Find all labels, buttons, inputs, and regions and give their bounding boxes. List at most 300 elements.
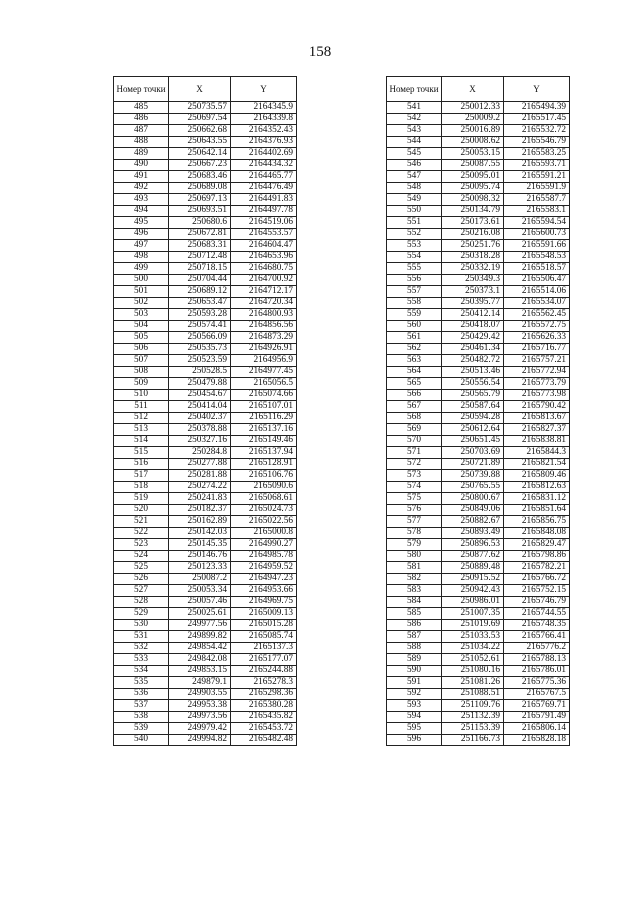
cell-y: 2165844.3 — [504, 447, 570, 459]
cell-x: 249953.38 — [169, 700, 231, 712]
table-row — [114, 378, 297, 390]
table-row — [114, 734, 297, 746]
cell-x: 251081.26 — [442, 677, 504, 689]
cell-y: 2165856.75 — [504, 516, 570, 528]
cell-x: 250877.62 — [442, 550, 504, 562]
cell-point-number: 562 — [387, 343, 442, 355]
table-row — [387, 251, 570, 263]
cell-x: 250053.15 — [442, 148, 504, 160]
cell-x: 250349.3 — [442, 274, 504, 286]
cell-y: 2164680.75 — [231, 263, 297, 275]
cell-point-number: 519 — [114, 493, 169, 505]
cell-x: 250721.89 — [442, 458, 504, 470]
cell-y: 2165838.81 — [504, 435, 570, 447]
cell-point-number: 544 — [387, 136, 442, 148]
cell-x: 250134.79 — [442, 205, 504, 217]
cell-point-number: 498 — [114, 251, 169, 263]
table-row — [114, 182, 297, 194]
cell-y: 2165085.74 — [231, 631, 297, 643]
cell-point-number: 542 — [387, 113, 442, 125]
cell-point-number: 582 — [387, 573, 442, 585]
cell-x: 250008.62 — [442, 136, 504, 148]
cell-x: 250642.14 — [169, 148, 231, 160]
cell-x: 250523.59 — [169, 355, 231, 367]
table-row — [114, 309, 297, 321]
cell-x: 250087.2 — [169, 573, 231, 585]
table-row — [387, 343, 570, 355]
table-row — [387, 366, 570, 378]
cell-x: 249979.42 — [169, 723, 231, 735]
cell-x: 250574.41 — [169, 320, 231, 332]
cell-point-number: 567 — [387, 401, 442, 413]
cell-x: 250915.52 — [442, 573, 504, 585]
cell-x: 250800.67 — [442, 493, 504, 505]
table-row — [114, 102, 297, 114]
table-row — [114, 297, 297, 309]
cell-point-number: 538 — [114, 711, 169, 723]
cell-x: 250173.61 — [442, 217, 504, 229]
cell-point-number: 489 — [114, 148, 169, 160]
cell-x: 250889.48 — [442, 562, 504, 574]
cell-y: 2165809.46 — [504, 470, 570, 482]
cell-x: 250016.89 — [442, 125, 504, 137]
cell-y: 2164653.96 — [231, 251, 297, 263]
table-row — [114, 159, 297, 171]
cell-y: 2165583.1 — [504, 205, 570, 217]
cell-point-number: 588 — [387, 642, 442, 654]
table-row — [387, 539, 570, 551]
cell-x: 250689.08 — [169, 182, 231, 194]
cell-y: 2164985.78 — [231, 550, 297, 562]
table-row — [114, 228, 297, 240]
table-row — [387, 596, 570, 608]
table-row — [387, 286, 570, 298]
cell-point-number: 574 — [387, 481, 442, 493]
cell-x: 249977.56 — [169, 619, 231, 631]
table-row — [387, 504, 570, 516]
cell-point-number: 557 — [387, 286, 442, 298]
table-row — [387, 435, 570, 447]
cell-point-number: 531 — [114, 631, 169, 643]
cell-y: 2165752.15 — [504, 585, 570, 597]
cell-point-number: 543 — [387, 125, 442, 137]
cell-y: 2165518.57 — [504, 263, 570, 275]
cell-point-number: 511 — [114, 401, 169, 413]
table-row — [114, 355, 297, 367]
cell-point-number: 534 — [114, 665, 169, 677]
table-row — [114, 205, 297, 217]
cell-y: 2164947.23 — [231, 573, 297, 585]
cell-y: 2164953.66 — [231, 585, 297, 597]
table-row — [387, 113, 570, 125]
cell-y: 2164977.45 — [231, 366, 297, 378]
cell-point-number: 496 — [114, 228, 169, 240]
cell-x: 251153.39 — [442, 723, 504, 735]
cell-y: 2165593.71 — [504, 159, 570, 171]
cell-point-number: 569 — [387, 424, 442, 436]
table-row — [114, 113, 297, 125]
cell-y: 2164491.83 — [231, 194, 297, 206]
cell-y: 2165591.9 — [504, 182, 570, 194]
cell-y: 2165775.36 — [504, 677, 570, 689]
cell-x: 250680.6 — [169, 217, 231, 229]
cell-point-number: 589 — [387, 654, 442, 666]
cell-point-number: 591 — [387, 677, 442, 689]
table-row — [114, 274, 297, 286]
cell-point-number: 513 — [114, 424, 169, 436]
cell-y: 2165068.61 — [231, 493, 297, 505]
header-x: X — [169, 77, 231, 102]
table-row — [387, 573, 570, 585]
cell-point-number: 526 — [114, 573, 169, 585]
cell-point-number: 564 — [387, 366, 442, 378]
header-point-number: Номер точки — [387, 77, 442, 102]
cell-x: 250216.08 — [442, 228, 504, 240]
cell-y: 2164969.75 — [231, 596, 297, 608]
cell-x: 251109.76 — [442, 700, 504, 712]
cell-x: 250012.33 — [442, 102, 504, 114]
cell-x: 250513.46 — [442, 366, 504, 378]
cell-y: 2165090.6 — [231, 481, 297, 493]
cell-y: 2165137.94 — [231, 447, 297, 459]
table-row — [387, 240, 570, 252]
cell-point-number: 551 — [387, 217, 442, 229]
cell-x: 249879.1 — [169, 677, 231, 689]
cell-x: 250565.79 — [442, 389, 504, 401]
cell-x: 250667.23 — [169, 159, 231, 171]
cell-y: 2165851.64 — [504, 504, 570, 516]
cell-point-number: 572 — [387, 458, 442, 470]
table-row — [114, 217, 297, 229]
cell-y: 2165380.28 — [231, 700, 297, 712]
cell-point-number: 549 — [387, 194, 442, 206]
cell-x: 250145.35 — [169, 539, 231, 551]
cell-y: 2165137.16 — [231, 424, 297, 436]
cell-point-number: 520 — [114, 504, 169, 516]
cell-y: 2165831.12 — [504, 493, 570, 505]
cell-point-number: 570 — [387, 435, 442, 447]
table-row — [387, 274, 570, 286]
cell-point-number: 516 — [114, 458, 169, 470]
cell-x: 250274.22 — [169, 481, 231, 493]
cell-x: 250594.28 — [442, 412, 504, 424]
table-row — [387, 688, 570, 700]
cell-point-number: 503 — [114, 309, 169, 321]
cell-x: 250693.51 — [169, 205, 231, 217]
cell-y: 2165572.75 — [504, 320, 570, 332]
table-row — [114, 711, 297, 723]
table-row — [387, 136, 570, 148]
cell-y: 2165532.72 — [504, 125, 570, 137]
table-row — [114, 665, 297, 677]
cell-point-number: 490 — [114, 159, 169, 171]
cell-point-number: 555 — [387, 263, 442, 275]
cell-y: 2164352.43 — [231, 125, 297, 137]
cell-x: 249899.82 — [169, 631, 231, 643]
cell-y: 2165106.76 — [231, 470, 297, 482]
table-row — [114, 332, 297, 344]
cell-y: 2165773.98 — [504, 389, 570, 401]
table-row — [114, 700, 297, 712]
cell-point-number: 546 — [387, 159, 442, 171]
cell-point-number: 592 — [387, 688, 442, 700]
cell-y: 2165769.71 — [504, 700, 570, 712]
table-row — [387, 263, 570, 275]
cell-y: 2165591.66 — [504, 240, 570, 252]
cell-point-number: 509 — [114, 378, 169, 390]
cell-y: 2164345.9 — [231, 102, 297, 114]
table-row — [114, 550, 297, 562]
table-row — [114, 481, 297, 493]
cell-point-number: 594 — [387, 711, 442, 723]
cell-point-number: 530 — [114, 619, 169, 631]
table-row — [387, 424, 570, 436]
cell-x: 250672.81 — [169, 228, 231, 240]
table-row — [114, 320, 297, 332]
cell-y: 2165546.79 — [504, 136, 570, 148]
cell-point-number: 492 — [114, 182, 169, 194]
header-y: Y — [231, 77, 297, 102]
cell-y: 2164465.77 — [231, 171, 297, 183]
cell-y: 2165583.25 — [504, 148, 570, 160]
table-row — [387, 412, 570, 424]
cell-y: 2165766.41 — [504, 631, 570, 643]
cell-point-number: 532 — [114, 642, 169, 654]
cell-y: 2165600.73 — [504, 228, 570, 240]
table-row — [114, 493, 297, 505]
cell-point-number: 510 — [114, 389, 169, 401]
cell-point-number: 505 — [114, 332, 169, 344]
cell-x: 250662.68 — [169, 125, 231, 137]
cell-x: 250095.01 — [442, 171, 504, 183]
cell-point-number: 495 — [114, 217, 169, 229]
cell-y: 2165813.67 — [504, 412, 570, 424]
cell-point-number: 533 — [114, 654, 169, 666]
cell-x: 250703.69 — [442, 447, 504, 459]
cell-y: 2164553.57 — [231, 228, 297, 240]
cell-point-number: 585 — [387, 608, 442, 620]
cell-y: 2165435.82 — [231, 711, 297, 723]
cell-x: 249854.42 — [169, 642, 231, 654]
cell-x: 250986.01 — [442, 596, 504, 608]
table-row — [114, 366, 297, 378]
table-row — [114, 240, 297, 252]
cell-y: 2165767.5 — [504, 688, 570, 700]
cell-point-number: 540 — [114, 734, 169, 746]
cell-x: 250318.28 — [442, 251, 504, 263]
cell-y: 2165022.56 — [231, 516, 297, 528]
cell-point-number: 590 — [387, 665, 442, 677]
cell-point-number: 536 — [114, 688, 169, 700]
table-row — [114, 412, 297, 424]
table-row — [114, 171, 297, 183]
cell-x: 250882.67 — [442, 516, 504, 528]
cell-x: 250718.15 — [169, 263, 231, 275]
table-row — [387, 458, 570, 470]
cell-point-number: 580 — [387, 550, 442, 562]
table-row — [387, 182, 570, 194]
cell-y: 2164497.78 — [231, 205, 297, 217]
cell-point-number: 522 — [114, 527, 169, 539]
cell-y: 2165177.07 — [231, 654, 297, 666]
table-row — [114, 424, 297, 436]
cell-point-number: 507 — [114, 355, 169, 367]
cell-point-number: 527 — [114, 585, 169, 597]
table-row — [387, 228, 570, 240]
cell-y: 2165244.88 — [231, 665, 297, 677]
cell-point-number: 486 — [114, 113, 169, 125]
cell-y: 2165534.07 — [504, 297, 570, 309]
cell-x: 251007.35 — [442, 608, 504, 620]
cell-x: 250057.46 — [169, 596, 231, 608]
cell-x: 249842.08 — [169, 654, 231, 666]
cell-x: 250697.54 — [169, 113, 231, 125]
cell-point-number: 497 — [114, 240, 169, 252]
cell-x: 250535.73 — [169, 343, 231, 355]
table-row — [114, 389, 297, 401]
cell-y: 2165829.47 — [504, 539, 570, 551]
cell-x: 250095.74 — [442, 182, 504, 194]
cell-y: 2165548.53 — [504, 251, 570, 263]
cell-y: 2165137.3 — [231, 642, 297, 654]
table-row — [387, 205, 570, 217]
cell-x: 250461.34 — [442, 343, 504, 355]
cell-x: 250893.49 — [442, 527, 504, 539]
cell-x: 249903.55 — [169, 688, 231, 700]
cell-x: 251019.69 — [442, 619, 504, 631]
cell-point-number: 514 — [114, 435, 169, 447]
table-row — [387, 217, 570, 229]
table-row — [387, 711, 570, 723]
cell-y: 2164800.93 — [231, 309, 297, 321]
cell-y: 2165591.21 — [504, 171, 570, 183]
cell-point-number: 575 — [387, 493, 442, 505]
table-row — [114, 194, 297, 206]
cell-x: 250689.12 — [169, 286, 231, 298]
cell-y: 2164956.9 — [231, 355, 297, 367]
cell-y: 2164873.29 — [231, 332, 297, 344]
cell-y: 2165790.42 — [504, 401, 570, 413]
cell-y: 2165791.49 — [504, 711, 570, 723]
cell-x: 250896.53 — [442, 539, 504, 551]
cell-point-number: 552 — [387, 228, 442, 240]
table-row — [387, 631, 570, 643]
cell-x: 250009.2 — [442, 113, 504, 125]
cell-point-number: 504 — [114, 320, 169, 332]
cell-point-number: 568 — [387, 412, 442, 424]
cell-x: 250241.83 — [169, 493, 231, 505]
cell-point-number: 593 — [387, 700, 442, 712]
page-number: 158 — [308, 44, 332, 60]
cell-y: 2164476.49 — [231, 182, 297, 194]
cell-x: 250402.37 — [169, 412, 231, 424]
cell-x: 250087.55 — [442, 159, 504, 171]
cell-x: 250683.31 — [169, 240, 231, 252]
cell-point-number: 487 — [114, 125, 169, 137]
cell-y: 2165482.48 — [231, 734, 297, 746]
cell-x: 250395.77 — [442, 297, 504, 309]
cell-point-number: 499 — [114, 263, 169, 275]
table-row — [387, 562, 570, 574]
cell-point-number: 506 — [114, 343, 169, 355]
cell-point-number: 587 — [387, 631, 442, 643]
cell-y: 2164519.06 — [231, 217, 297, 229]
table-row — [114, 573, 297, 585]
cell-point-number: 541 — [387, 102, 442, 114]
table-row — [387, 355, 570, 367]
table-header-row — [387, 77, 570, 102]
cell-y: 2164959.52 — [231, 562, 297, 574]
cell-point-number: 596 — [387, 734, 442, 746]
cell-point-number: 529 — [114, 608, 169, 620]
cell-y: 2165024.73 — [231, 504, 297, 516]
cell-point-number: 556 — [387, 274, 442, 286]
cell-y: 2165773.79 — [504, 378, 570, 390]
cell-x: 250612.64 — [442, 424, 504, 436]
table-row — [114, 401, 297, 413]
table-row — [114, 539, 297, 551]
cell-point-number: 535 — [114, 677, 169, 689]
cell-y: 2165298.36 — [231, 688, 297, 700]
cell-y: 2165744.55 — [504, 608, 570, 620]
cell-x: 249973.56 — [169, 711, 231, 723]
table-row — [387, 194, 570, 206]
cell-y: 2165453.72 — [231, 723, 297, 735]
cell-point-number: 559 — [387, 309, 442, 321]
cell-x: 250418.07 — [442, 320, 504, 332]
cell-x: 250849.06 — [442, 504, 504, 516]
cell-x: 250284.8 — [169, 447, 231, 459]
cell-x: 250942.43 — [442, 585, 504, 597]
cell-y: 2165149.46 — [231, 435, 297, 447]
cell-point-number: 563 — [387, 355, 442, 367]
cell-x: 250182.37 — [169, 504, 231, 516]
table-row — [387, 516, 570, 528]
table-row — [114, 516, 297, 528]
cell-y: 2165776.2 — [504, 642, 570, 654]
cell-point-number: 502 — [114, 297, 169, 309]
header-point-number: Номер точки — [114, 77, 169, 102]
table-row — [387, 700, 570, 712]
cell-y: 2165766.72 — [504, 573, 570, 585]
table-row — [387, 654, 570, 666]
cell-y: 2164700.92 — [231, 274, 297, 286]
cell-x: 250479.88 — [169, 378, 231, 390]
cell-y: 2165782.21 — [504, 562, 570, 574]
cell-y: 2165000.8 — [231, 527, 297, 539]
cell-y: 2165748.35 — [504, 619, 570, 631]
cell-x: 250332.19 — [442, 263, 504, 275]
cell-y: 2165009.13 — [231, 608, 297, 620]
cell-point-number: 547 — [387, 171, 442, 183]
table-row — [114, 642, 297, 654]
cell-x: 250053.34 — [169, 585, 231, 597]
cell-y: 2164926.91 — [231, 343, 297, 355]
table-row — [387, 320, 570, 332]
cell-point-number: 537 — [114, 700, 169, 712]
cell-point-number: 491 — [114, 171, 169, 183]
coordinates-table-left — [113, 76, 297, 746]
cell-x: 250593.28 — [169, 309, 231, 321]
cell-y: 2165116.29 — [231, 412, 297, 424]
table-row — [114, 458, 297, 470]
cell-y: 2165772.94 — [504, 366, 570, 378]
cell-x: 250373.1 — [442, 286, 504, 298]
cell-y: 2164856.56 — [231, 320, 297, 332]
table-row — [114, 286, 297, 298]
cell-y: 2165626.33 — [504, 332, 570, 344]
cell-x: 250528.5 — [169, 366, 231, 378]
